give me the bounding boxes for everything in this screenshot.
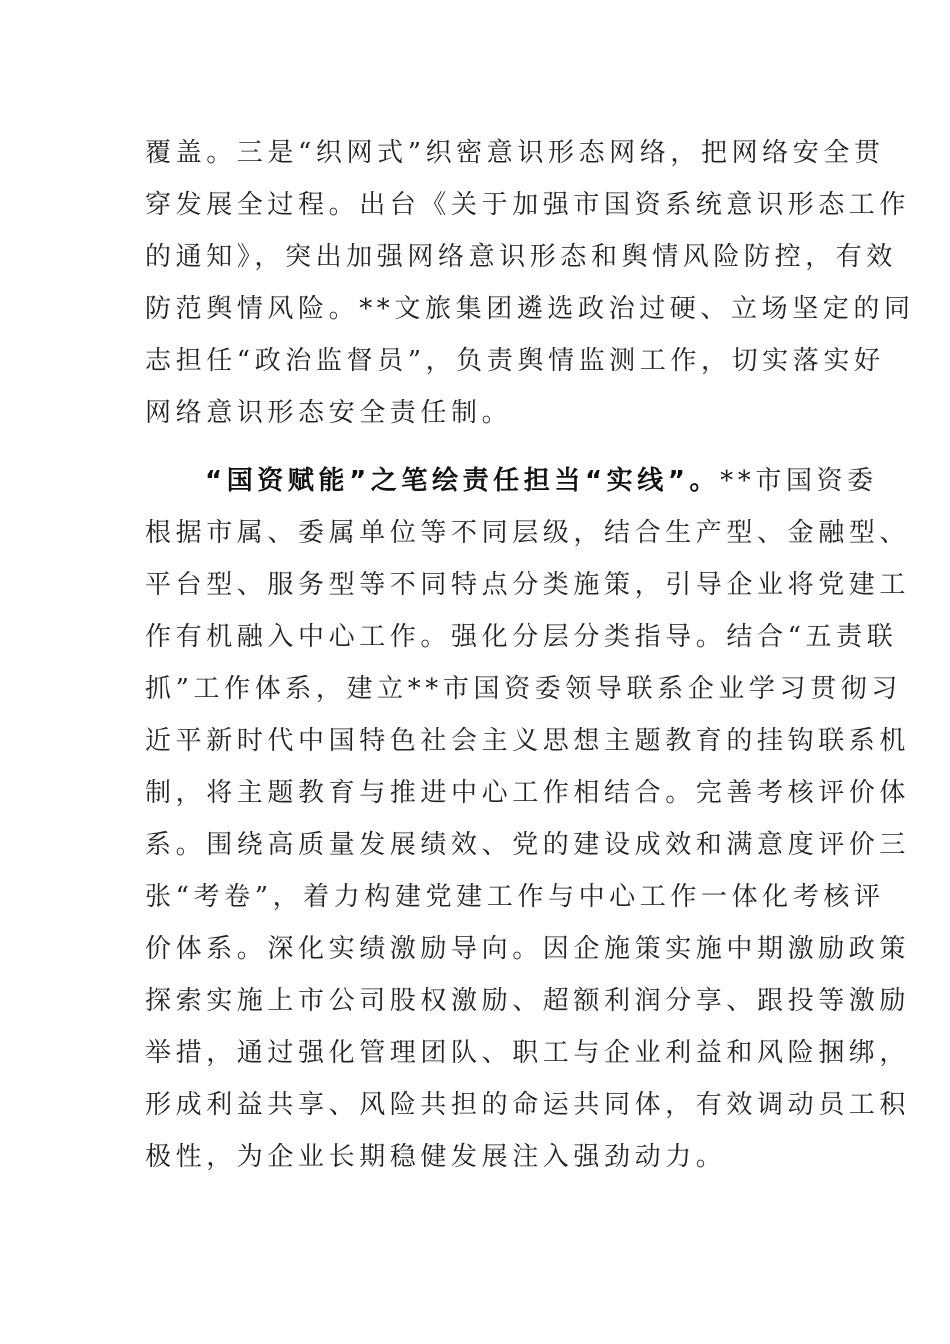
text-line: 张“考卷”，着力构建党建工作与中心工作一体化考核评 — [145, 882, 885, 912]
text-line: 举措，通过强化管理团队、职工与企业利益和风险捆绑， — [145, 1038, 911, 1068]
text-run: **市国资委 — [720, 466, 878, 496]
text-line: 作有机融入中心工作。强化分层分类指导。结合“五责联 — [145, 622, 898, 652]
text-line: 制，将主题教育与推进中心工作相结合。完善考核评价体 — [145, 778, 911, 808]
text-line: 网络意识形态安全责任制。 — [145, 398, 513, 428]
text-line: 价体系。深化实绩激励导向。因企施策实施中期激励政策 — [145, 934, 911, 964]
text-line: 志担任“政治监督员”，负责舆情监测工作，切实落实好 — [145, 346, 885, 376]
text-line: 系。围绕高质量发展绩效、党的建设成效和满意度评价三 — [145, 830, 911, 860]
paragraph-spacer — [145, 439, 805, 455]
text-line: 极性，为企业长期稳健发展注入强劲动力。 — [145, 1142, 727, 1172]
section-heading: “国资赋能”之笔绘责任担当“实线”。 — [205, 466, 721, 496]
paragraph-first-line — [145, 455, 878, 507]
text-line: 探索实施上市公司股权激励、超额利润分享、跟投等激励 — [145, 986, 911, 1016]
text-line: 平台型、服务型等不同特点分类施策，引导企业将党建工 — [145, 570, 911, 600]
document-body — [145, 127, 915, 1183]
paragraph-state-assets-empowerment — [145, 455, 911, 1183]
text-line: 的通知》，突出加强网络意识形态和舆情风险防控，有效 — [145, 242, 898, 272]
text-line: 形成利益共享、风险共担的命运共同体，有效调动员工积 — [145, 1090, 911, 1120]
text-line: 近平新时代中国特色社会主义思想主题教育的挂钩联系机 — [145, 726, 911, 756]
paragraph-network-security — [145, 127, 915, 439]
text-line: 根据市属、委属单位等不同层级，结合生产型、金融型、 — [145, 518, 911, 548]
text-line: 覆盖。三是“织网式”织密意识形态网络，把网络安全贯 — [145, 138, 885, 168]
text-line: 防范舆情风险。**文旅集团遴选政治过硬、立场坚定的同 — [145, 294, 915, 324]
text-line: 抓”工作体系，建立**市国资委领导联系企业学习贯彻习 — [145, 674, 902, 704]
text-line: 穿发展全过程。出台《关于加强市国资系统意识形态工作 — [145, 190, 911, 220]
